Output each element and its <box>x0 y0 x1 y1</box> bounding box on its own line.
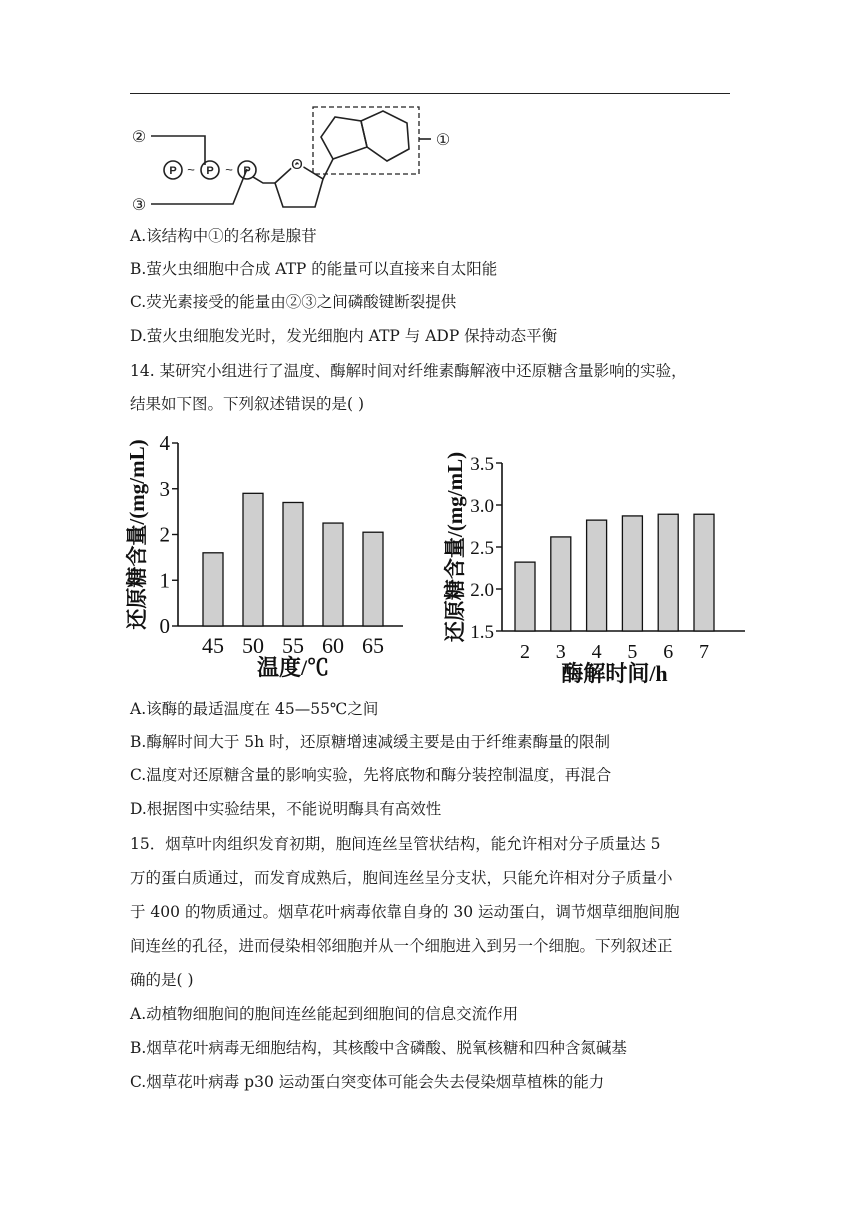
q15-option-b: B.烟草花叶病毒无细胞结构，其核酸中含磷酸、脱氧核糖和四种含氮碱基 <box>130 1039 627 1057</box>
ribose-oxygen: O <box>291 156 303 173</box>
x-tick-label: 4 <box>591 641 602 663</box>
y-tick-label: 3.5 <box>470 454 494 475</box>
x-tick-label: 3 <box>555 641 566 663</box>
x-axis-label: 酶解时间/h <box>561 661 668 686</box>
q14-stem-line-1: 14. 某研究小组进行了温度、酶解时间对纤维素酶解液中还原糖含量影响的实验， <box>130 362 687 380</box>
bar <box>587 520 607 631</box>
x-tick-label: 5 <box>627 641 638 663</box>
bar <box>658 514 678 631</box>
adenine-six-ring <box>361 111 409 161</box>
atp-structure-diagram <box>125 103 465 218</box>
bar <box>694 514 714 631</box>
y-tick-label: 3 <box>159 476 170 501</box>
label-2: ② <box>131 129 147 146</box>
y-axis-label: 还原糖含量/(mg/mL) <box>125 439 149 630</box>
bar <box>622 516 642 631</box>
q13-option-d: D.萤火虫细胞发光时，发光细胞内 ATP 与 ADP 保持动态平衡 <box>130 327 558 345</box>
q14-option-a: A.该酶的最适温度在 45—55℃之间 <box>130 700 379 718</box>
bar <box>323 523 343 626</box>
ester-bond <box>253 177 275 183</box>
high-energy-bond-1: ~ <box>187 162 195 177</box>
q13-option-c: C.荧光素接受的能量由②③之间磷酸键断裂提供 <box>130 293 457 311</box>
time-chart <box>430 425 750 690</box>
phosphate-label-1: P <box>169 165 177 177</box>
q14-option-c: C.温度对还原糖含量的影响实验，先将底物和酶分装控制温度，再混合 <box>130 766 612 784</box>
bar <box>515 562 535 631</box>
q13-option-b: B.萤火虫细胞中合成 ATP 的能量可以直接来自太阳能 <box>130 260 498 278</box>
x-tick-label: 2 <box>520 641 530 663</box>
y-tick-label: 0 <box>159 614 170 638</box>
y-axis-label: 还原糖含量/(mg/mL) <box>443 451 467 643</box>
top-rule <box>130 93 730 94</box>
x-axis-label: 温度/℃ <box>256 655 330 680</box>
bar <box>203 553 223 626</box>
label-1: ① <box>435 132 451 149</box>
q15-stem-line-2: 万的蛋白质通过，而发育成熟后，胞间连丝呈分支状，只能允许相对分子质量小 <box>130 869 673 887</box>
y-tick-label: 3.0 <box>470 496 494 517</box>
y-tick-label: 1 <box>159 568 170 593</box>
q14-stem-line-2: 结果如下图。下列叙述错误的是( ) <box>130 395 365 413</box>
phosphate-label-3: P <box>243 165 251 177</box>
q15-option-c: C.烟草花叶病毒 p30 运动蛋白突变体可能会失去侵染烟草植株的能力 <box>130 1073 605 1091</box>
label-3: ③ <box>131 197 147 214</box>
x-tick-label: 60 <box>322 633 344 658</box>
bar <box>243 493 263 626</box>
q15-stem-line-3: 于 400 的物质通过。烟草花叶病毒依靠自身的 30 运动蛋白，调节烟草细胞间胞 <box>130 903 680 921</box>
y-tick-label: 2.5 <box>470 538 494 559</box>
q15-stem-line-4: 间连丝的孔径，进而侵染相邻细胞并从一个细胞进入到另一个细胞。下列叙述正 <box>130 937 673 955</box>
y-tick-label: 1.5 <box>470 622 494 643</box>
q13-option-a: A.该结构中①的名称是腺苷 <box>130 227 317 245</box>
x-tick-label: 50 <box>242 633 264 658</box>
y-tick-label: 2 <box>159 522 170 547</box>
y-tick-label: 2.0 <box>470 580 494 601</box>
q15-stem-line-5: 确的是( ) <box>130 971 194 989</box>
temperature-chart <box>125 425 418 690</box>
x-tick-label: 7 <box>699 641 709 663</box>
q14-option-d: D.根据图中实验结果，不能说明酶具有高效性 <box>130 800 442 818</box>
bar <box>551 537 571 631</box>
y-tick-label: 4 <box>159 431 170 455</box>
q15-option-a: A.动植物细胞间的胞间连丝能起到细胞间的信息交流作用 <box>130 1005 519 1023</box>
x-tick-label: 6 <box>663 641 674 663</box>
high-energy-bond-2: ~ <box>225 162 233 177</box>
x-tick-label: 45 <box>202 633 224 658</box>
x-tick-label: 55 <box>282 633 304 658</box>
label-2-leader <box>151 136 205 165</box>
q15-stem-line-1: 15．烟草叶肉组织发育初期，胞间连丝呈管状结构，能允许相对分子质量达 5 <box>130 835 661 853</box>
x-tick-label: 65 <box>362 633 384 658</box>
bar <box>363 532 383 626</box>
phosphate-label-2: P <box>206 165 214 177</box>
bar <box>283 502 303 626</box>
q14-option-b: B.酶解时间大于 5h 时，还原糖增速减缓主要是由于纤维素酶量的限制 <box>130 733 611 751</box>
glycosidic-bond <box>323 159 333 179</box>
adenine-five-ring <box>321 117 367 159</box>
